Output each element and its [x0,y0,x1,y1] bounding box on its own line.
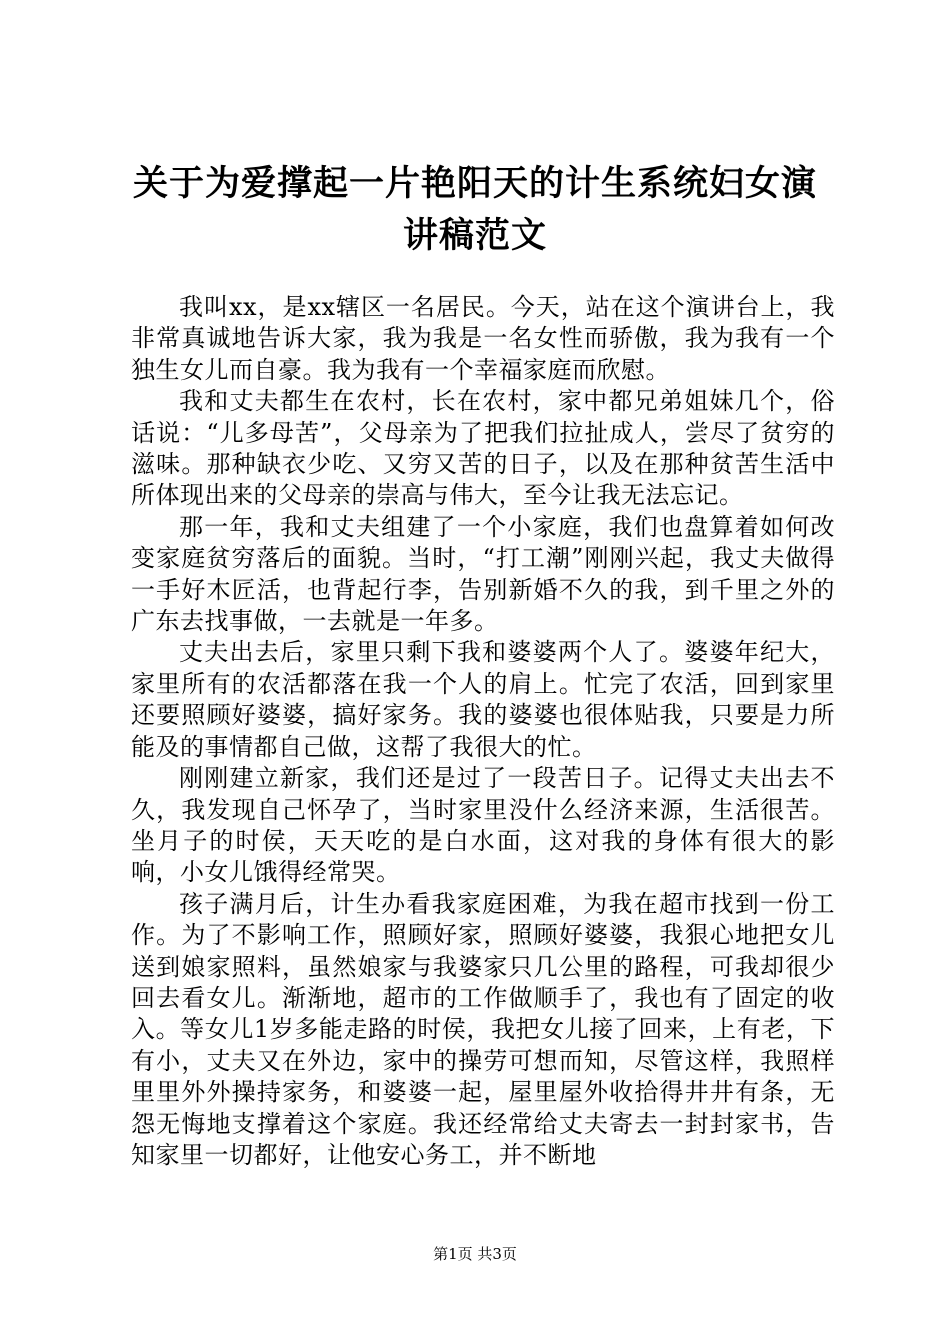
paragraph-5: 刚刚建立新家，我们还是过了一段苦日子。记得丈夫出去不久，我发现自己怀孕了，当时家里没什么经济来源，生活很苦。坐月子的时侯，天天吃的是白水面，这对我的身体有很大的影响，小女儿饿得经常哭。 [131,764,835,887]
paragraph-1: 我叫xx，是xx辖区一名居民。今天，站在这个演讲台上，我非常真诚地告诉大家，我为我是一名女性而骄傲，我为我有一个独生女儿而自豪。我为我有一个幸福家庭而欣慰。 [131,293,835,384]
page-number-footer: 第1页 共3页 [433,1245,517,1263]
paragraph-4: 丈夫出去后，家里只剩下我和婆婆两个人了。婆婆年纪大，家里所有的农活都落在我一个人的肩上。忙完了农活，回到家里还要照顾好婆婆，搞好家务。我的婆婆也很体贴我，只要是力所能及的事情都自己做，这帮了我很大的忙。 [131,638,835,761]
paragraph-3: 那一年，我和丈夫组建了一个小家庭，我们也盘算着如何改变家庭贫穷落后的面貌。当时，“打工潮”刚刚兴起，我丈夫做得一手好木匠活，也背起行李，告别新婚不久的我，到千里之外的广东去找事做，一去就是一年多。 [131,512,835,636]
paragraph-6: 孩子满月后，计生办看我家庭困难，为我在超市找到一份工作。为了不影响工作，照顾好家，照顾好婆婆，我狠心地把女儿送到娘家照料，虽然娘家与我婆家只几公里的路程，可我却很少回去看女儿。渐渐地，超市的工作做顺手了，我也有了固定的收入。等女儿1岁多能走路的时侯，我把女儿接了回来，上有老，下有小，丈夫又在外边，家中的操劳可想而知，尽管这样，我照样里里外外操持家务，和婆婆一起，屋里屋外收拾得井井有条，无怨无悔地支撑着这个家庭。我还经常给丈夫寄去一封封家书，告知家里一切都好，让他安心务工，并不断地 [131,889,835,1169]
document-body [131,292,835,1171]
document-title: 关于为爱撑起一片艳阳天的计生系统妇女演讲稿范文 [132,164,817,256]
paragraph-2: 我和丈夫都生在农村，长在农村，家中都兄弟姐妹几个，俗话说：“儿多母苦”，父母亲为了把我们拉扯成人，尝尽了贫穷的滋味。那种缺衣少吃、又穷又苦的日子，以及在那种贫苦生活中所体现出来的父母亲的崇高与伟大，至今让我无法忘记。 [131,387,835,510]
